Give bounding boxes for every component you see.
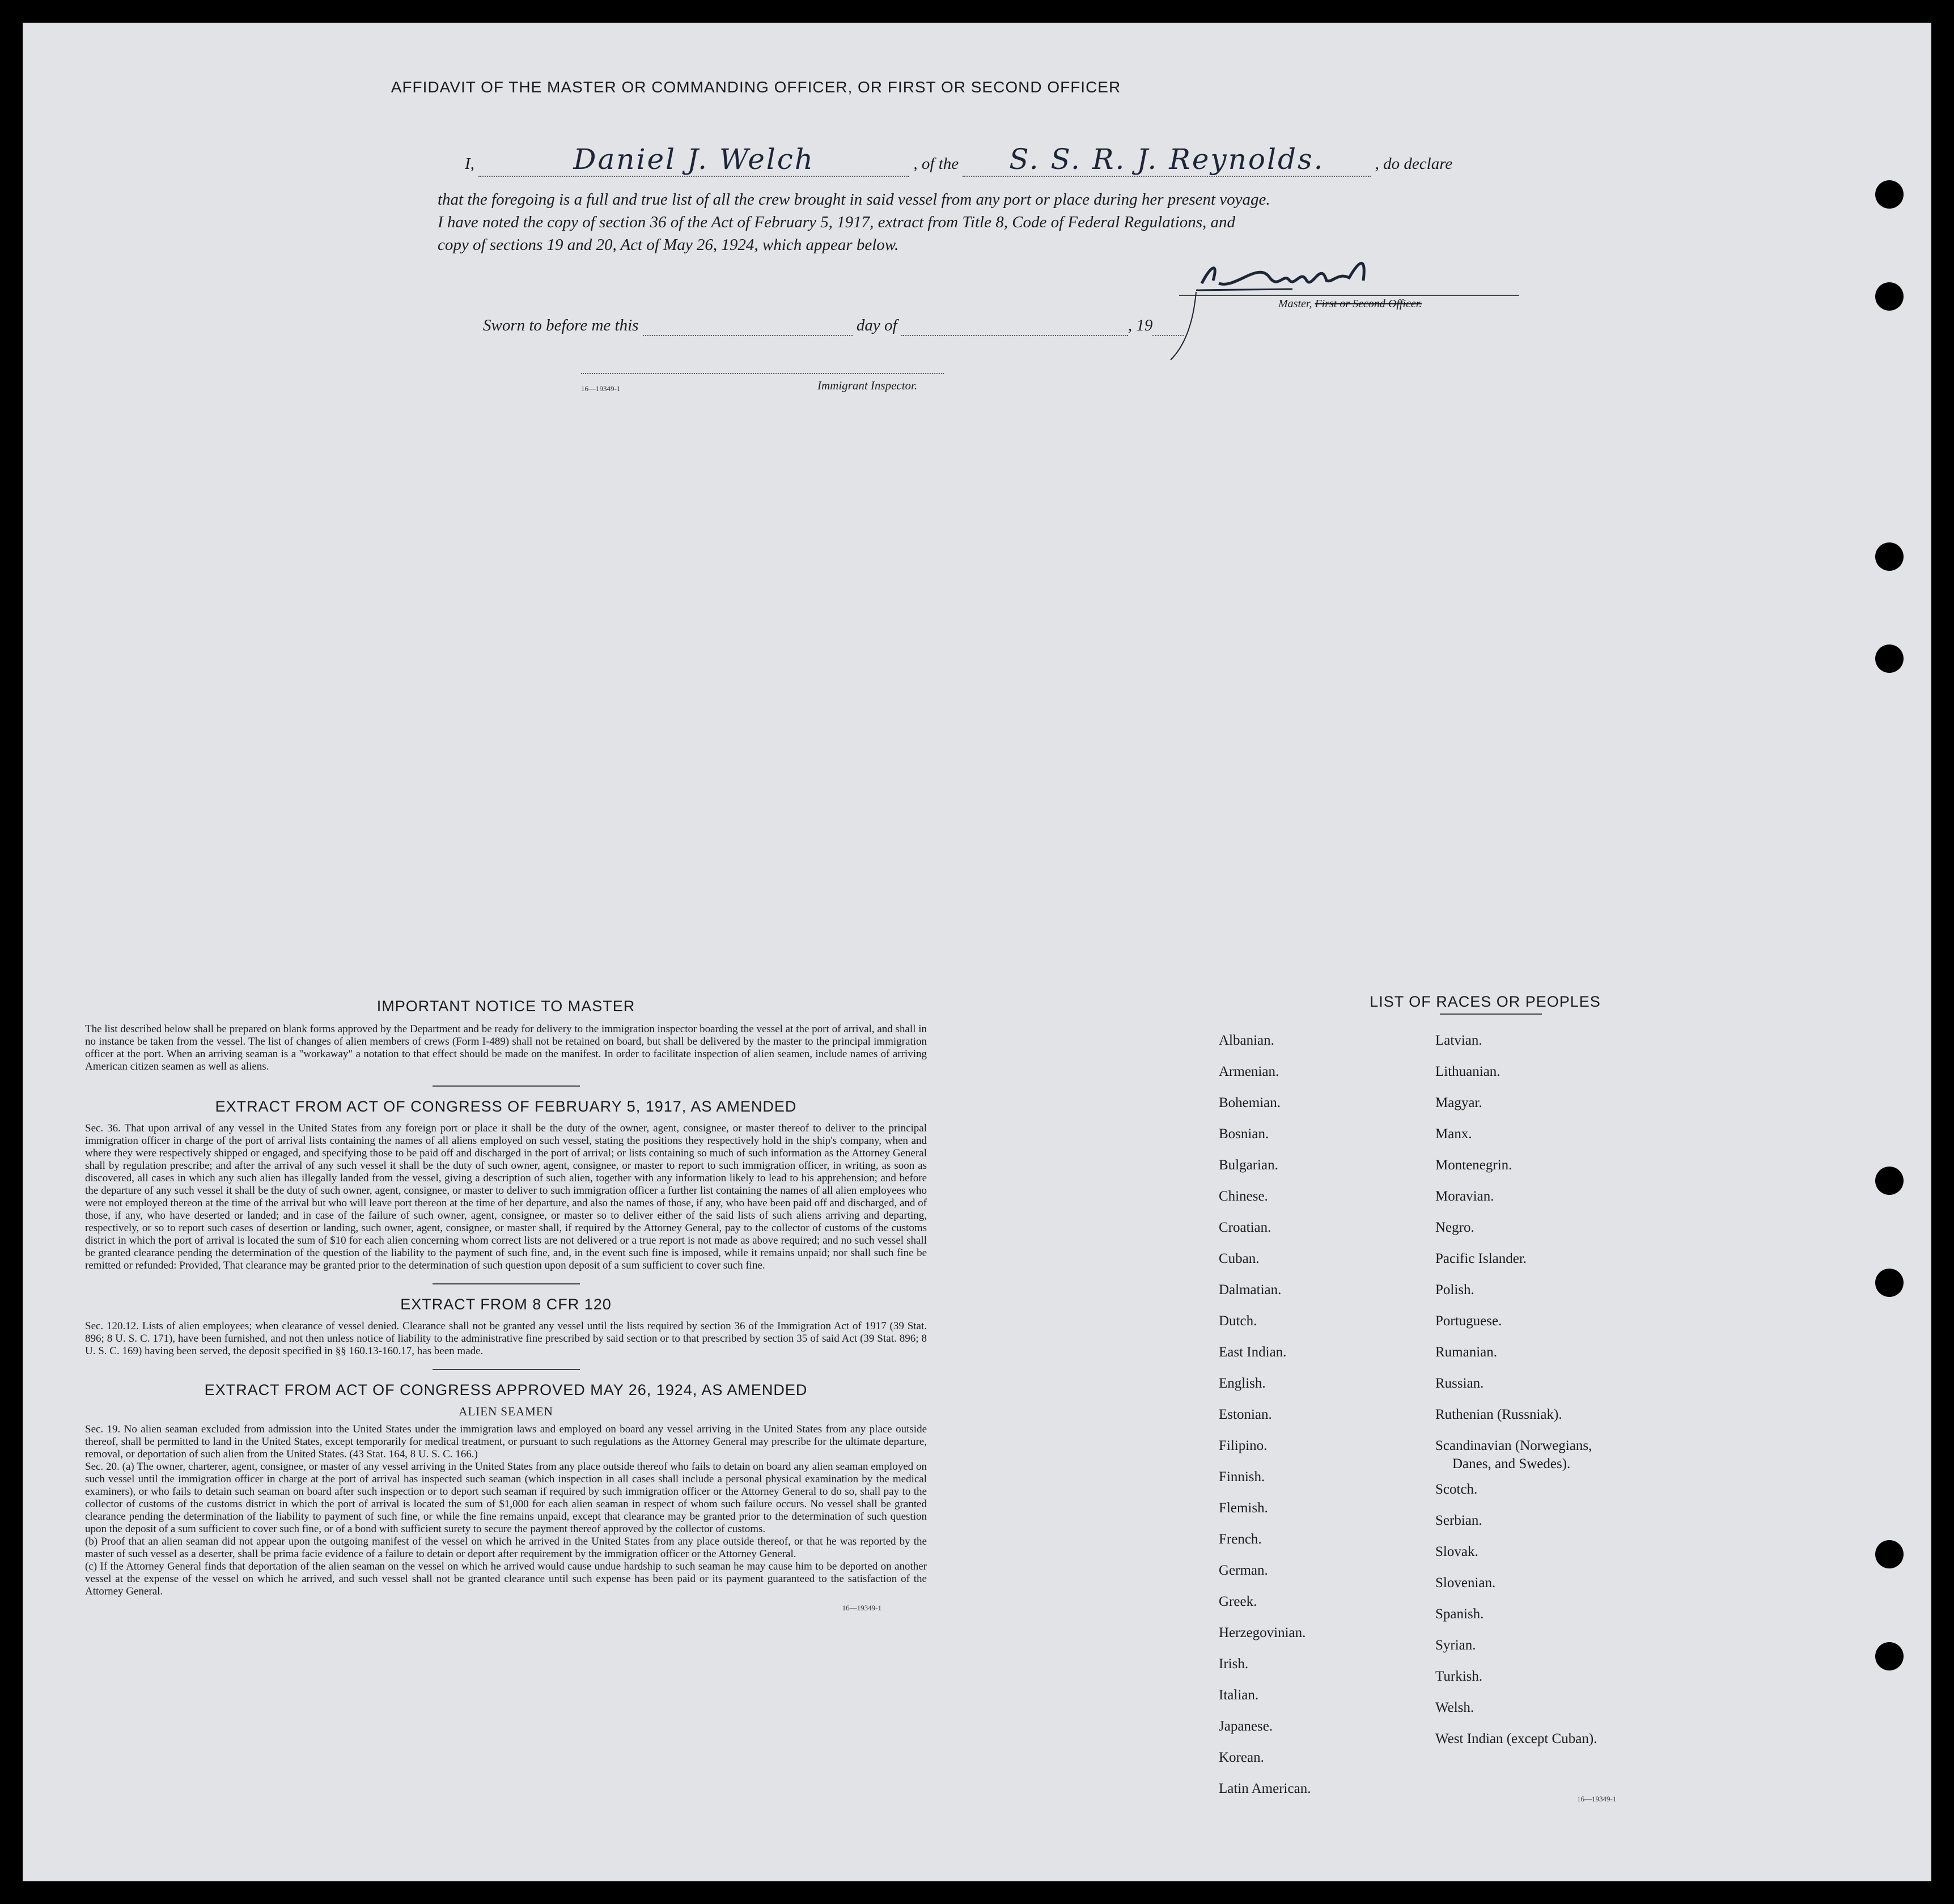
affidavit-line-1 xyxy=(465,143,1519,177)
declarant-name: Daniel J. Welch xyxy=(573,143,815,176)
inspector-label: Immigrant Inspector. xyxy=(817,379,918,392)
race-item: Welsh. xyxy=(1435,1700,1474,1715)
race-item: Syrian. xyxy=(1435,1638,1476,1653)
race-item: Italian. xyxy=(1219,1687,1259,1703)
race-item: Montenegrin. xyxy=(1435,1157,1512,1173)
declarant-field xyxy=(478,143,909,177)
race-item: Slovak. xyxy=(1435,1544,1478,1559)
race-item: Estonian. xyxy=(1219,1407,1272,1422)
race-item: Magyar. xyxy=(1435,1095,1482,1110)
sworn-label: Sworn to before me this xyxy=(483,316,639,334)
race-item: Greek. xyxy=(1219,1594,1257,1609)
form-number-right: 16—19349-1 xyxy=(1577,1795,1617,1803)
i-prefix: I, xyxy=(465,155,474,173)
left-column xyxy=(85,998,927,1613)
extract-1924-subtitle: ALIEN SEAMEN xyxy=(459,1405,553,1418)
notice-title: IMPORTANT NOTICE TO MASTER xyxy=(376,998,635,1015)
race-item: Lithuanian. xyxy=(1435,1064,1501,1079)
race-item: Cuban. xyxy=(1219,1251,1260,1266)
extract-1924-title: EXTRACT FROM ACT OF CONGRESS APPROVED MAY 26, 1924, AS AMENDED xyxy=(204,1381,808,1398)
punch-hole xyxy=(1875,1642,1904,1670)
punch-hole xyxy=(1875,542,1904,571)
race-item: Bosnian. xyxy=(1219,1126,1269,1142)
punch-hole xyxy=(1875,282,1904,311)
race-item: Bohemian. xyxy=(1219,1095,1281,1110)
race-item: Armenian. xyxy=(1219,1064,1279,1079)
race-item: Latin American. xyxy=(1219,1781,1311,1796)
extract-1924-sec20c: (c) If the Attorney General finds that deportation of the alien seaman on the vessel on which he arrived would cause undue hardship to such seaman he may cause him to be deported on another vessel at the expense of the vessel on which he arrived, and such vessel shall not be granted clearance until such expense has been paid or its payment guaranteed to the satisfaction of the Attorney General. xyxy=(85,1560,927,1597)
race-item: Manx. xyxy=(1435,1126,1472,1142)
races-title: LIST OF RACES OR PEOPLES xyxy=(1370,993,1601,1010)
race-item: Dutch. xyxy=(1219,1313,1257,1329)
race-item: Russian. xyxy=(1435,1376,1484,1391)
race-item: German. xyxy=(1219,1563,1268,1578)
form-number-left: 16—19349-1 xyxy=(842,1604,881,1612)
extract-1924-sec20b: (b) Proof that an alien seaman did not appear upon the outgoing manifest of the vessel on which he arrived in the United States from any place outside thereof, or that he was reported by the master of such vessel as a deserter, shall be prima facie evidence of a failure to detain or deport after requirement by the immigration officer or the Attorney General. xyxy=(85,1536,927,1560)
race-item: Dalmatian. xyxy=(1219,1282,1282,1297)
race-item: Korean. xyxy=(1219,1750,1264,1765)
divider xyxy=(433,1283,580,1284)
race-item: Croatian. xyxy=(1219,1220,1271,1235)
punch-hole xyxy=(1875,180,1904,209)
day-of-label: day of xyxy=(856,316,897,334)
document-sheet xyxy=(23,23,1931,1881)
extract-1917-title: EXTRACT FROM ACT OF CONGRESS OF FEBRUARY 5, 1917, AS AMENDED xyxy=(215,1098,797,1115)
sworn-row xyxy=(483,316,1184,336)
race-item: Danes, and Swedes). xyxy=(1452,1456,1571,1472)
of-the-label: , of the xyxy=(913,155,959,173)
extract-1924-sec20a: Sec. 20. (a) The owner, charterer, agent, consignee, or master of any vessel arriving in the United States from any place outside thereof who fails to detain on board any alien seaman employed on such vessel until the immigration officer in charge at the port of arrival has inspected such seaman (which inspection in all cases shall include a personal physical examination by the medical examiners), or who fails to detain such seaman on board after such inspection or to deport such seaman if required by such immigration officer or the Attorney General to do so, shall pay to the collector of customs of the customs district in which the port of arrival is located the sum of $1,000 for each alien seaman in respect of whom such failure occurs. No vessel shall be granted clearance pending the determination of the liability to payment of such fine, or while the fine remains unpaid, except that clearance may be granted prior to the determination of such question upon the deposit of a sum sufficient to cover such fine, or of a bond with sufficient surety to secure the payment thereof approved by the collector of customs. xyxy=(85,1461,927,1535)
race-item: Polish. xyxy=(1435,1282,1474,1297)
notice-text: The list described below shall be prepared on blank forms approved by the Department and be ready for delivery to the immigration inspector boarding the vessel at the port of arrival, and shall in no instance be taken from the vessel. The list of changes of alien members of crews (Form I-489) shall not be retained on board, but shall be delivered by the master to the principal immigration officer at the port. When an arriving seaman is a "workaway" a notation to that effect should be made on the manifest. In order to facilitate inspection of alien seamen, include names of arriving American citizen seamen as well as aliens. xyxy=(85,1023,927,1072)
race-item: Serbian. xyxy=(1435,1513,1482,1528)
struck-officer-label: First or Second Officer. xyxy=(1315,298,1422,310)
race-item: Finnish. xyxy=(1219,1469,1265,1485)
punch-hole xyxy=(1875,1540,1904,1568)
race-item: Irish. xyxy=(1219,1656,1249,1672)
form-number-top: 16—19349-1 xyxy=(581,384,621,393)
race-item: West Indian (except Cuban). xyxy=(1435,1731,1597,1746)
vessel-field xyxy=(963,143,1371,177)
divider xyxy=(433,1085,580,1087)
sworn-year-field xyxy=(1152,316,1184,336)
do-declare-label: , do declare xyxy=(1375,155,1453,173)
race-item: Slovenian. xyxy=(1435,1575,1496,1591)
races-title-underline xyxy=(1440,1014,1542,1015)
vessel-name: S. S. R. J. Reynolds. xyxy=(1009,143,1325,176)
master-label: Master, xyxy=(1278,298,1312,310)
race-item: Scotch. xyxy=(1435,1482,1478,1497)
punch-hole xyxy=(1875,1167,1904,1195)
extract-1924-sec19: Sec. 19. No alien seaman excluded from admission into the United States under the immigration laws and employed on board any vessel arriving in the United States from any place outside thereof, shall be permitted to land in the United States, except temporarily for medical treatment, or pursuant to such regulations as the Attorney General may prescribe for the ultimate departure, removal, or deportation of such alien from the United States. (43 Stat. 164, 8 U. S. C. 166.) xyxy=(85,1423,927,1460)
punch-hole xyxy=(1875,644,1904,673)
race-item: Albanian. xyxy=(1219,1033,1274,1048)
race-item: Pacific Islander. xyxy=(1435,1251,1527,1266)
signature xyxy=(1179,249,1417,295)
race-item: Bulgarian. xyxy=(1219,1157,1278,1173)
race-item: Moravian. xyxy=(1435,1189,1494,1204)
race-item: Ruthenian (Russniak). xyxy=(1435,1407,1562,1422)
affidavit-title: AFFIDAVIT OF THE MASTER OR COMMANDING OFFICER, OR FIRST OR SECOND OFFICER xyxy=(391,78,1121,96)
punch-hole xyxy=(1875,1269,1904,1297)
race-item: Japanese. xyxy=(1219,1719,1273,1734)
race-item: East Indian. xyxy=(1219,1345,1287,1360)
race-item: Rumanian. xyxy=(1435,1345,1498,1360)
affidavit-line-4: copy of sections 19 and 20, Act of May 26, 1924, which appear below. xyxy=(438,236,899,254)
extract-cfr-text: Sec. 120.12. Lists of alien employees; when clearance of vessel denied. Clearance shall not be granted any vessel until the lists required by section 36 of the Immigration Act of 1917 (39 Stat. 896; 8 U. S. C. 171), have been furnished, and not then unless notice of liability to the administrative fine prescribed by said section or to that prescribed by section 35 of said Act (39 Stat. 896; 8 U. S. C. 169) having been served, the deposit specified in §§ 160.13-160.17, has been made. xyxy=(85,1320,927,1357)
affidavit-line-2: that the foregoing is a full and true list of all the crew brought in said vessel from any port or place during her present voyage. xyxy=(438,190,1270,209)
sworn-month-field xyxy=(901,316,1128,336)
race-item: Flemish. xyxy=(1219,1500,1268,1516)
sworn-day-field xyxy=(643,316,853,336)
race-item: Spanish. xyxy=(1435,1606,1484,1622)
year-label: , 19 xyxy=(1128,316,1153,334)
affidavit-line-3: I have noted the copy of section 36 of the Act of February 5, 1917, extract from Title 8, Code of Federal Regulations, and xyxy=(438,213,1236,231)
race-item: English. xyxy=(1219,1376,1266,1391)
inspector-signature-line xyxy=(581,373,944,374)
race-item: Herzegovinian. xyxy=(1219,1625,1306,1640)
race-item: Turkish. xyxy=(1435,1669,1483,1684)
race-item: Portuguese. xyxy=(1435,1313,1502,1329)
race-item: French. xyxy=(1219,1532,1262,1547)
race-item: Scandinavian (Norwegians, xyxy=(1435,1438,1592,1453)
divider xyxy=(433,1369,580,1370)
race-item: Latvian. xyxy=(1435,1033,1482,1048)
race-item: Filipino. xyxy=(1219,1438,1268,1453)
master-label-row xyxy=(1278,298,1422,311)
signature-line xyxy=(1179,295,1519,296)
race-item: Chinese. xyxy=(1219,1189,1268,1204)
race-item: Negro. xyxy=(1435,1220,1474,1235)
extract-1917-text: Sec. 36. That upon arrival of any vessel in the United States from any foreign port or place it shall be the duty of the owner, agent, consignee, or master thereof to deliver to the principal immigration officer in charge of the port of arrival lists containing the names of all aliens employed on such vessel, stating the positions they respectively hold in the ship's company, when and where they were respectively shipped or engaged, and specifying those to be paid off and discharged in the port of arrival; or lists containing so much of such information as the Attorney General shall by regulation prescribe; and after the arrival of any such vessel it shall be the duty of such owner, agent, consignee, or master to report to such immigration officer, in writing, as soon as discovered, all cases in which any such alien has illegally landed from the vessel, giving a description of such alien, together with any information likely to lead to his apprehension; and before the departure of any such vessel it shall be the duty of such owner, agent, consignee, or master to deliver to such immigration officer a further list containing the names of all alien employees who were not employed thereon at the time of the arrival but who will leave port thereon at the time of her departure, and also the names of those, if any, who have been paid off and discharged, and of those, if any, who have deserted or landed; and in case of the failure of such owner, agent, consignee, or master so to deliver either of the said lists of such aliens arriving and departing, respectively, or so to report such cases of desertion or landing, such owner, agent, consignee, or master shall, if required by the Attorney General, pay to the collector of customs of the customs district in which the port of arrival is located the sum of $10 for each alien concerning whom correct lists are not delivered or a true report is not made as above required; and no such vessel shall be granted clearance pending the determination of the question of the liability to the payment of such fine, and, in the event such fine is imposed, while it remains unpaid; nor shall such fine be remitted or refunded: Provided, That clearance may be granted prior to the determination of such question upon deposit of a sum sufficient to cover such fine. xyxy=(85,1122,927,1271)
extract-cfr-title: EXTRACT FROM 8 CFR 120 xyxy=(400,1296,612,1313)
